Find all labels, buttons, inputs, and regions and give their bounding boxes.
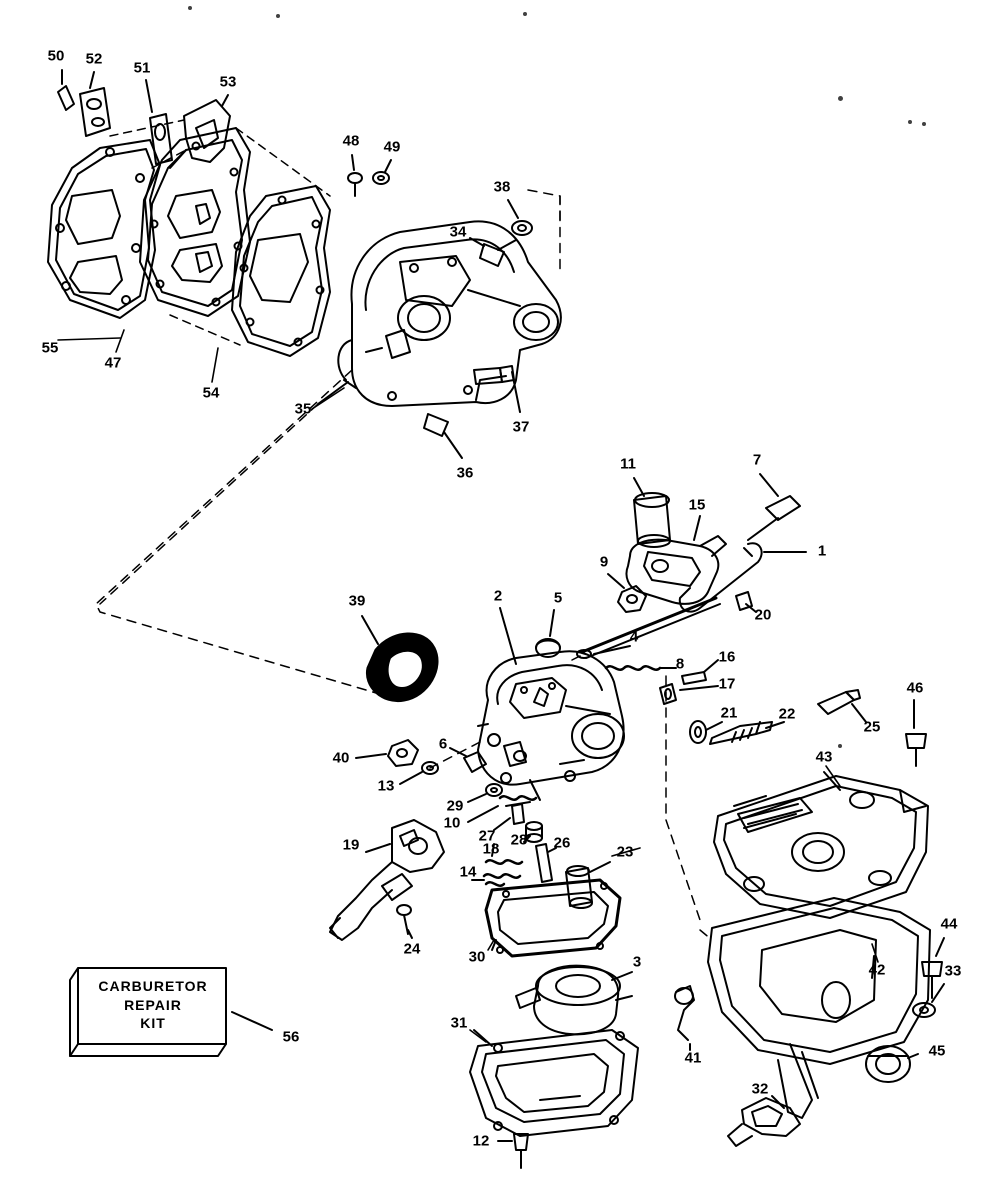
part-52-clip [80,72,110,136]
scan-speck [276,14,280,18]
part-29-bolt [468,784,502,802]
callout-54: 54 [202,384,220,402]
part-45-grommet [866,1046,918,1082]
part-12-screw [498,1134,528,1168]
callout-1: 1 [817,542,827,560]
part-35-body [318,221,561,406]
callout-13: 13 [377,777,395,795]
callout-11: 11 [620,455,636,473]
part-14-spring [472,874,520,885]
part-17-clip [660,684,718,704]
callout-6: 6 [438,735,448,753]
part-25-screw [818,690,866,722]
callout-49: 49 [383,138,401,156]
callout-30: 30 [468,948,486,966]
kit-label-line2: REPAIR [124,996,182,1013]
part-22-needle [710,722,784,744]
part-48-screw [348,155,362,196]
callout-34: 34 [449,223,467,241]
callout-22: 22 [778,705,796,723]
scan-speck [922,122,926,126]
callout-27: 27 [478,827,496,845]
callout-20: 20 [754,606,772,624]
callout-45: 45 [928,1042,946,1060]
callout-36: 36 [456,464,474,482]
callout-19: 19 [342,836,360,854]
part-20-clip [736,592,756,612]
kit-label-line3: KIT [140,1015,166,1032]
callout-15: 15 [688,496,706,514]
part-46-bolt [906,700,926,766]
scan-speck [838,96,843,101]
scan-speck [188,6,192,10]
callout-33: 33 [944,962,962,980]
kit-label-line1: CARBURETOR [98,977,208,994]
part-24-screw [397,905,412,938]
callout-29: 29 [446,797,464,815]
callout-39: 39 [348,592,366,610]
callout-21: 21 [720,704,738,722]
part-43-cover [714,772,928,918]
callout-53: 53 [219,73,237,91]
part-42-base [708,898,930,1118]
part-7-bolt [748,474,800,540]
callout-41: 41 [684,1049,702,1067]
part-36-screw [424,414,462,458]
callout-56: 56 [282,1028,300,1046]
callout-50: 50 [47,47,65,65]
callout-48: 48 [342,132,360,150]
callout-46: 46 [906,679,924,697]
part-32-bracket [728,1096,800,1146]
kit-label-text [78,966,228,1044]
scan-speck [838,744,842,748]
part-11-cap [634,478,670,547]
part-main-carb-body [478,651,624,800]
callout-2: 2 [493,587,503,605]
callout-52: 52 [85,50,103,68]
part-49-washer [373,160,391,184]
part-5-plug [536,610,560,657]
part-38-washer [508,200,532,235]
throttle-shaft [582,598,720,658]
part-31-bowl [470,1030,638,1136]
callout-18: 18 [482,840,500,858]
part-50-pin [58,70,74,110]
callout-32: 32 [751,1080,769,1098]
part-10-spring [468,796,536,822]
callout-17: 17 [718,675,736,693]
callout-31: 31 [450,1014,468,1032]
callout-10: 10 [443,814,461,832]
part-30-gasket [486,880,620,956]
callout-12: 12 [472,1132,490,1150]
callout-40: 40 [332,749,350,767]
callout-26: 26 [553,834,571,852]
callout-51: 51 [133,59,151,77]
callout-8: 8 [675,655,685,673]
part-21-seal [690,721,722,743]
callout-37: 37 [512,418,530,436]
callout-14: 14 [459,863,477,881]
callout-28: 28 [510,831,528,849]
part-55-gasket [48,140,160,318]
callout-16: 16 [718,648,736,666]
carburetor-repair-kit-box [68,966,228,1058]
callout-42: 42 [868,961,886,979]
callout-55: 55 [41,339,59,357]
part-53-bracket [184,95,230,162]
callout-24: 24 [403,940,421,958]
part-16-pin [682,660,718,684]
scan-speck [523,12,527,16]
callout-5: 5 [553,589,563,607]
callout-23: 23 [616,843,634,861]
callout-9: 9 [599,553,609,571]
part-39-ring [362,616,437,701]
part-3-float [516,966,632,1035]
scan-speck [908,120,912,124]
callout-44: 44 [940,915,958,933]
callout-7: 7 [752,451,762,469]
callout-4: 4 [629,628,639,646]
callout-43: 43 [815,748,833,766]
part-41-clip [675,986,694,1050]
callout-3: 3 [632,953,642,971]
part-27-pin [494,804,524,830]
part-8-spring [606,666,676,669]
part-51-bracket [146,80,172,164]
callout-35: 35 [294,400,312,418]
callout-47: 47 [104,354,122,372]
callout-25: 25 [863,718,881,736]
callout-38: 38 [493,178,511,196]
part-40-nut [356,740,418,766]
